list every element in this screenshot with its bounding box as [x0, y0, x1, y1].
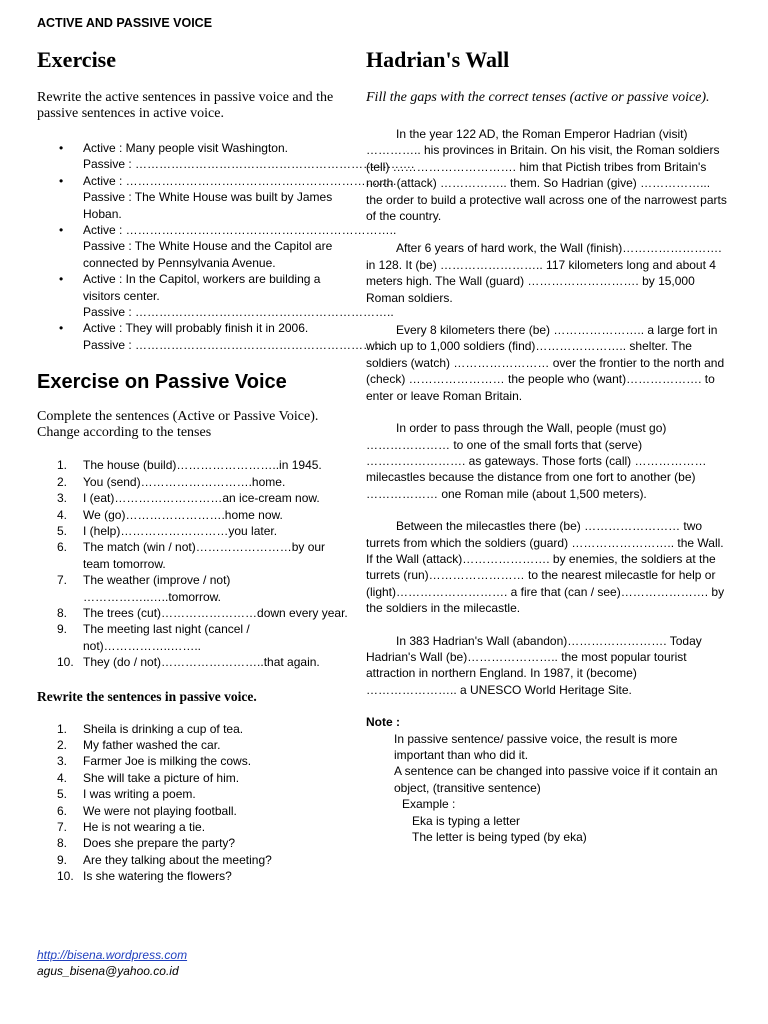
- hadrian-paragraph: Between the milecastles there (be) …………………… two turrets from which the soldiers (guard) …………………….. the Wall. If the Wall (attack)…………………. by enemies, the soldiers at the turrets (run)…………………… to the nearest milecastle for help or (light)………………………. a fire that (can / see)…………………. by the soldiers in the milecastle.: [366, 519, 725, 616]
- list-item: • Active : ………………………………………………………….. Passive : The White House was built by James Hoban.: [59, 173, 397, 221]
- hadrian-paragraph: In order to pass through the Wall, people (must go) ………………… to one of the small forts that (serve) ……………………. as gateways. Those forts (call) ……………… milecastles because the distance from one fort to another (be) ……………… one Roman mile (about 1,500 meters).: [366, 421, 707, 501]
- list-item: 2. You (send)……………………….home.: [57, 474, 286, 489]
- list-item: 4. We (go)…………………….home now.: [57, 507, 283, 522]
- email-address: agus_bisena@yahoo.co.id: [37, 964, 179, 978]
- rewrite-title: Rewrite the sentences in passive voice.: [37, 688, 257, 704]
- example-line: Eka is typing a letter: [412, 813, 521, 828]
- page-header-label: ACTIVE AND PASSIVE VOICE: [37, 16, 213, 30]
- list-item: 1. The house (build)……………………..in 1945.: [57, 458, 322, 473]
- hadrian-title: Hadrian's Wall: [366, 47, 510, 72]
- exercise-instruction: Rewrite the active sentences in passive voice and the passive sentences in active voice.: [37, 90, 334, 121]
- note-heading: Note :: [366, 715, 400, 730]
- list-item: 8. Does she prepare the party?: [57, 836, 236, 851]
- exercise-passive-instruction: Complete the sentences (Active or Passive Voice). Change according to the tenses: [37, 409, 319, 441]
- list-item: 10. They (do / not)……………………..that again.: [57, 655, 320, 670]
- list-item: • Active : Many people visit Washington. Passive : …………………………………………………………….: [59, 141, 415, 172]
- hadrian-paragraph: In the year 122 AD, the Roman Emperor Hadrian (visit) ………….. his provinces in Britain. On his visit, the Roman soldiers (tell) …………………………. him that Pictish tribes from Britain's north (attack) …………….. them. So Hadrian (give) ……………... the order to build a protective wall across one of the narrowest parts of the country.: [366, 127, 727, 224]
- list-item: 5. I was writing a poem.: [57, 787, 196, 802]
- website-link[interactable]: http://bisena.wordpress.com: [37, 948, 188, 962]
- list-item: 9. Are they talking about the meeting?: [57, 852, 272, 867]
- exercise-passive-title: Exercise on Passive Voice: [37, 371, 287, 394]
- list-item: 6. The match (win / not)……………………by our team tomorrow.: [57, 540, 326, 571]
- right-column: [366, 46, 728, 845]
- footer: [37, 947, 187, 979]
- list-item: 4. She will take a picture of him.: [57, 770, 240, 785]
- list-item: 5. I (help)………………………you later.: [57, 523, 278, 538]
- list-item: • Active : ………………………………………………………….. Passive : The White House and the Capitol are connected by Pennsylvania Avenue.: [59, 223, 397, 270]
- list-item: 10. Is she watering the flowers?: [57, 869, 232, 884]
- list-item: 3. I (eat)………………………an ice-cream now.: [57, 491, 320, 506]
- list-item: • Active : They will probably finish it in 2006. Passive : ………………………………………………………..: [59, 321, 394, 352]
- note-line: A sentence can be changed into passive voice if it contain an object, (transitive sentence): [394, 764, 718, 795]
- list-item: 9. The meeting last night (cancel / not)……………..……..: [57, 622, 250, 653]
- list-item: 2. My father washed the car.: [57, 737, 221, 752]
- active-passive-list: [37, 140, 415, 353]
- complete-sentences-list: [37, 457, 351, 670]
- rewrite-list: [37, 721, 351, 885]
- list-item: 7. The weather (improve / not) ……………..…..tomorrow.: [57, 573, 231, 604]
- hadrian-paragraph: Every 8 kilometers there (be) ………………….. a large fort in which up to 1,000 soldiers (find)………………….. shelter. The soldiers (watch) …………………… over the frontier to the north and (check) …………………… the people who (want)………………. to enter or leave Roman Britain.: [366, 323, 725, 403]
- note-body: [394, 731, 728, 846]
- list-item: 7. He is not wearing a tie.: [57, 820, 206, 834]
- example-line: The letter is being typed (by eka): [412, 830, 587, 845]
- list-item: 8. The trees (cut)……………………down every year.: [57, 605, 348, 620]
- list-item: 6. We were not playing football.: [57, 803, 237, 818]
- hadrian-paragraph: In 383 Hadrian's Wall (abandon)……………………. Today Hadrian's Wall (be)………………….. the most popular tourist attraction in northern England. In 1987, it (become) ………………….. a UNESCO World Heritage Site.: [366, 633, 702, 697]
- hadrian-paragraph: After 6 years of hard work, the Wall (finish)……………………. in 128. It (be) …………………….. 117 kilometers long and about 4 meters high. The Wall (guard) ………………………. by 15,000 Roman soldiers.: [366, 241, 722, 305]
- list-item: 3. Farmer Joe is milking the cows.: [57, 754, 252, 769]
- list-item: 1. Sheila is drinking a cup of tea.: [57, 721, 244, 736]
- list-item: • Active : In the Capitol, workers are building a visitors center. Passive : ………………………………………………………..: [59, 272, 394, 320]
- example-heading: Example :: [402, 797, 456, 812]
- hadrian-instruction: Fill the gaps with the correct tenses (active or passive voice).: [366, 90, 710, 105]
- exercise-title: Exercise: [37, 47, 117, 72]
- note-line: In passive sentence/ passive voice, the result is more important than who did it.: [394, 731, 678, 762]
